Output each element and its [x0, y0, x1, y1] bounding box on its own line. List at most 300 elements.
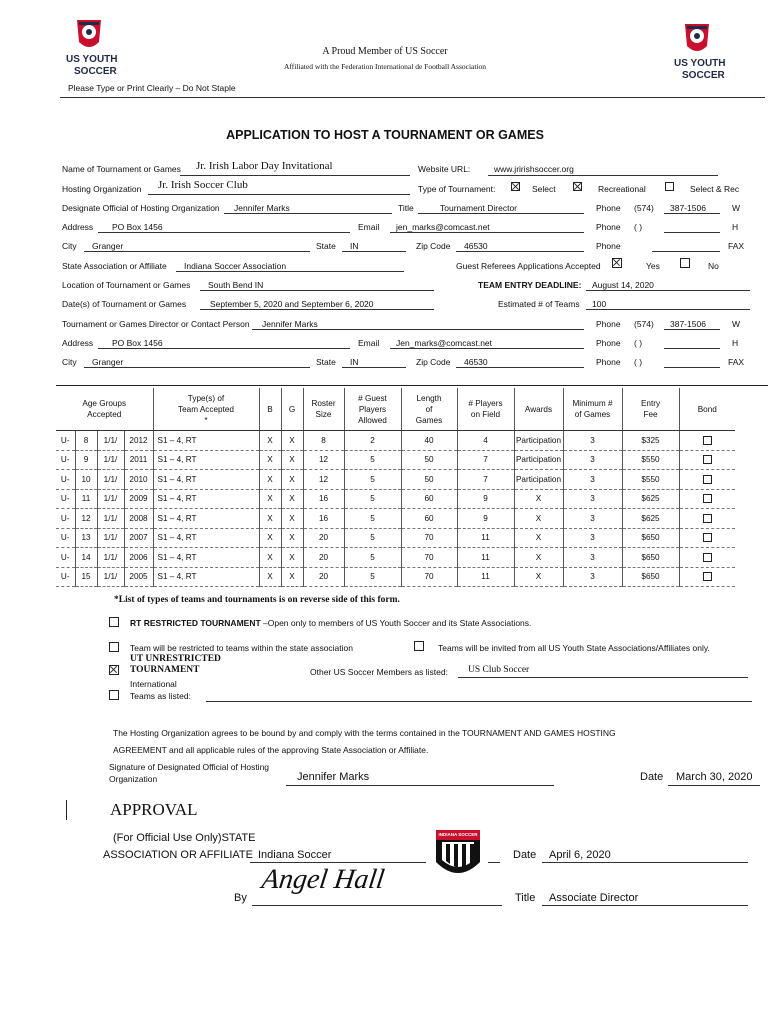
length-cell[interactable]: 70: [401, 567, 457, 587]
guest-ref-no-checkbox[interactable]: [680, 258, 690, 268]
girls-cell[interactable]: X: [281, 567, 303, 587]
approval-title-label: Title: [515, 892, 536, 904]
team-type-cell[interactable]: S1 – 4, RT: [153, 509, 259, 529]
date-cell[interactable]: 1/1/: [97, 548, 124, 568]
location-line: [200, 290, 434, 291]
director-phone-area-3: ( ): [634, 357, 643, 367]
deadline-field[interactable]: August 14, 2020: [592, 280, 654, 290]
min-games-cell[interactable]: 3: [563, 528, 622, 548]
players-field-cell[interactable]: 7: [457, 450, 514, 470]
length-cell[interactable]: 70: [401, 528, 457, 548]
players-field-cell[interactable]: 11: [457, 567, 514, 587]
designate-line: [224, 213, 392, 214]
header-divider: [60, 97, 765, 98]
phone-line-2: [664, 232, 720, 233]
director-phone-field[interactable]: 387-1506: [670, 319, 706, 329]
bond-checkbox[interactable]: [703, 533, 712, 542]
players-field-cell[interactable]: 7: [457, 470, 514, 490]
director-label: Tournament or Games Director or Contact Person: [62, 319, 250, 329]
other-members-field[interactable]: US Club Soccer: [468, 665, 530, 675]
players-field-cell[interactable]: 9: [457, 489, 514, 509]
designate-label: Designate Official of Hosting Organization: [62, 203, 220, 213]
length-cell[interactable]: 50: [401, 470, 457, 490]
age-cell[interactable]: 11: [75, 489, 97, 509]
date-cell[interactable]: 1/1/: [97, 450, 124, 470]
international-checkbox[interactable]: [109, 690, 119, 700]
table-body: [56, 431, 769, 587]
guest-ref-yes-label: Yes: [646, 261, 660, 271]
signature-label-1: Signature of Designated Official of Hosting: [109, 762, 270, 772]
guest-ref-label: Guest Referees Applications Accepted: [456, 261, 601, 271]
entry-fee-cell[interactable]: $625: [622, 489, 679, 509]
city-line: [84, 251, 310, 252]
guest-players-cell[interactable]: 5: [344, 567, 401, 587]
table-row: [56, 470, 769, 490]
director-zip-line: [456, 367, 584, 368]
city-label: City: [62, 241, 77, 251]
type-recreational-label: Recreational: [598, 184, 646, 194]
roster-cell[interactable]: 12: [303, 470, 344, 490]
approval-title: APPROVAL: [110, 800, 198, 819]
guest-players-cell[interactable]: 2: [344, 431, 401, 451]
bond-cell: [679, 567, 735, 587]
hosting-org-label: Hosting Organization: [62, 184, 142, 194]
year-cell[interactable]: 2007: [124, 528, 153, 548]
dates-field[interactable]: September 5, 2020 and September 6, 2020: [210, 299, 374, 309]
by-line: [252, 905, 502, 906]
phone-area: (574): [634, 203, 654, 213]
instructions-text: Please Type or Print Clearly – Do Not Staple: [68, 83, 236, 93]
boys-cell[interactable]: X: [259, 431, 281, 451]
date-cell[interactable]: 1/1/: [97, 509, 124, 529]
handwritten-signature[interactable]: Angel Hall: [259, 864, 387, 895]
year-cell[interactable]: 2005: [124, 567, 153, 587]
awards-cell[interactable]: X: [514, 548, 563, 568]
bond-cell: [679, 509, 735, 529]
date-cell[interactable]: 1/1/: [97, 470, 124, 490]
page-title: APPLICATION TO HOST A TOURNAMENT OR GAMES: [226, 128, 544, 142]
table-row: [56, 509, 769, 529]
boys-cell[interactable]: X: [259, 567, 281, 587]
approval-title-line: [542, 905, 748, 906]
type-select-checkbox[interactable]: [511, 182, 520, 191]
table-header-row: [56, 388, 769, 431]
zip-field[interactable]: 46530: [464, 241, 488, 251]
header-roster-size: Roster Size: [303, 388, 344, 431]
invited-all-checkbox[interactable]: [414, 641, 424, 651]
min-games-cell[interactable]: 3: [563, 489, 622, 509]
guest-players-cell[interactable]: 5: [344, 489, 401, 509]
phone-type-w: W: [732, 203, 741, 213]
deadline-label: TEAM ENTRY DEADLINE:: [478, 280, 582, 290]
logo-text-top: US YOUTH: [66, 54, 118, 65]
phone-area-2: ( ): [634, 222, 643, 232]
girls-cell[interactable]: X: [281, 470, 303, 490]
phone-label-3: Phone: [596, 241, 621, 251]
signature-field[interactable]: Jennifer Marks: [297, 771, 370, 783]
zip-label: Zip Code: [416, 241, 451, 251]
ut-unrestricted-label: UT UNRESTRICTED: [130, 654, 221, 664]
guest-players-cell[interactable]: 5: [344, 509, 401, 529]
state-assoc-line: [176, 271, 404, 272]
entry-fee-cell[interactable]: $625: [622, 509, 679, 529]
type-select-rec-label: Select & Rec: [690, 184, 740, 194]
director-field[interactable]: Jennifer Marks: [262, 319, 318, 329]
guest-ref-no-label: No: [708, 261, 719, 271]
director-city-line: [84, 367, 310, 368]
title-label: Title: [398, 203, 414, 213]
bond-checkbox[interactable]: [703, 514, 712, 523]
tournament-type-label: Type of Tournament:: [418, 184, 496, 194]
state-field[interactable]: IN: [350, 241, 359, 251]
address-line: [98, 232, 350, 233]
table-row: [56, 431, 769, 451]
awards-cell[interactable]: X: [514, 489, 563, 509]
location-field[interactable]: South Bend IN: [208, 280, 264, 290]
director-address-line: [98, 348, 350, 349]
boys-cell[interactable]: X: [259, 450, 281, 470]
international-label: International: [130, 679, 177, 689]
girls-cell[interactable]: X: [281, 489, 303, 509]
signature-label-2: Organization: [109, 774, 158, 784]
header-boys: B: [259, 388, 281, 431]
restricted-within-checkbox[interactable]: [109, 642, 119, 652]
address-field[interactable]: PO Box 1456: [112, 222, 163, 232]
fax-label: FAX: [728, 241, 745, 251]
length-cell[interactable]: 60: [401, 489, 457, 509]
header-bond: Bond: [679, 388, 735, 431]
official-use-line1: (For Official Use Only)STATE: [113, 832, 256, 844]
players-field-cell[interactable]: 9: [457, 509, 514, 529]
year-cell[interactable]: 2006: [124, 548, 153, 568]
min-games-cell[interactable]: 3: [563, 450, 622, 470]
state-assoc-field[interactable]: Indiana Soccer Association: [184, 261, 287, 271]
awards-cell[interactable]: X: [514, 509, 563, 529]
age-prefix-cell: U-: [56, 431, 75, 451]
table-row: [56, 450, 769, 470]
other-members-label: Other US Soccer Members as listed:: [310, 667, 448, 677]
min-games-cell[interactable]: 3: [563, 431, 622, 451]
dates-line: [200, 309, 434, 310]
players-field-cell[interactable]: 11: [457, 548, 514, 568]
header-length-games: Length of Games: [401, 388, 457, 431]
director-fax-label: FAX: [728, 357, 745, 367]
bond-cell: [679, 431, 735, 451]
awards-cell[interactable]: Participation: [514, 450, 563, 470]
girls-cell[interactable]: X: [281, 528, 303, 548]
phone-field[interactable]: 387-1506: [670, 203, 706, 213]
title-field[interactable]: Tournament Director: [440, 203, 518, 213]
director-email-line: [390, 348, 584, 349]
girls-cell[interactable]: X: [281, 431, 303, 451]
year-cell[interactable]: 2010: [124, 470, 153, 490]
official-use-line2: ASSOCIATION OR AFFILIATE: [103, 849, 253, 861]
age-cell[interactable]: 12: [75, 509, 97, 529]
length-cell[interactable]: 70: [401, 548, 457, 568]
year-cell[interactable]: 2008: [124, 509, 153, 529]
table-top-border: [56, 385, 768, 386]
approval-margin-bar: [66, 800, 67, 820]
director-line: [252, 329, 584, 330]
age-cell[interactable]: 8: [75, 431, 97, 451]
roster-cell[interactable]: 12: [303, 450, 344, 470]
bond-checkbox[interactable]: [703, 572, 712, 581]
min-games-cell[interactable]: 3: [563, 567, 622, 587]
phone-label-2: Phone: [596, 222, 621, 232]
approval-short-line: [488, 862, 500, 863]
director-fax-line: [664, 367, 720, 368]
boys-cell[interactable]: X: [259, 528, 281, 548]
bond-cell: [679, 528, 735, 548]
roster-cell[interactable]: 16: [303, 509, 344, 529]
signature-date-field[interactable]: March 30, 2020: [676, 771, 753, 783]
director-phone-area: (574): [634, 319, 654, 329]
director-phone-area-2: ( ): [634, 338, 643, 348]
phone-line: [664, 213, 720, 214]
age-prefix-cell: U-: [56, 567, 75, 587]
header-awards: Awards: [514, 388, 563, 431]
director-address-field[interactable]: PO Box 1456: [112, 338, 163, 348]
director-city-field[interactable]: Granger: [92, 357, 124, 367]
list-types-note: *List of types of teams and tournaments is on reverse side of this form.: [114, 595, 400, 605]
min-games-cell[interactable]: 3: [563, 470, 622, 490]
length-cell[interactable]: 50: [401, 450, 457, 470]
bond-checkbox[interactable]: [703, 494, 712, 503]
director-phone-label: Phone: [596, 319, 621, 329]
fax-line: [652, 251, 720, 252]
website-line: [488, 175, 718, 176]
age-cell[interactable]: 13: [75, 528, 97, 548]
bond-cell: [679, 548, 735, 568]
header-girls: G: [281, 388, 303, 431]
roster-cell[interactable]: 20: [303, 548, 344, 568]
tournament-name-line: [180, 175, 410, 176]
min-games-cell[interactable]: 3: [563, 509, 622, 529]
age-prefix-cell: U-: [56, 470, 75, 490]
girls-cell[interactable]: X: [281, 548, 303, 568]
website-field[interactable]: www.jririshsoccer.org: [494, 164, 574, 174]
team-type-cell[interactable]: S1 – 4, RT: [153, 567, 259, 587]
team-type-cell[interactable]: S1 – 4, RT: [153, 528, 259, 548]
approval-date-label: Date: [513, 849, 537, 861]
length-cell[interactable]: 40: [401, 431, 457, 451]
entry-fee-cell[interactable]: $550: [622, 450, 679, 470]
director-state-line: [342, 367, 406, 368]
phone-type-h: H: [732, 222, 739, 232]
hosting-org-line: [148, 194, 410, 195]
state-line: [342, 251, 406, 252]
approval-date-line: [542, 862, 748, 863]
boys-cell[interactable]: X: [259, 548, 281, 568]
director-phone-label-2: Phone: [596, 338, 621, 348]
boys-cell[interactable]: X: [259, 489, 281, 509]
type-select-label: Select: [532, 184, 556, 194]
director-phone-label-3: Phone: [596, 357, 621, 367]
director-state-label: State: [316, 357, 336, 367]
rt-restricted-bold: RT RESTRICTED TOURNAMENT: [130, 618, 261, 628]
date-cell[interactable]: 1/1/: [97, 489, 124, 509]
guest-ref-yes-checkbox[interactable]: [612, 258, 622, 268]
bond-checkbox[interactable]: [703, 436, 712, 445]
bond-cell: [679, 450, 735, 470]
phone-label: Phone: [596, 203, 621, 213]
state-assoc-label: State Association or Affiliate: [62, 261, 167, 271]
seal-text: INDIANA SOCCER: [438, 832, 478, 837]
bond-cell: [679, 489, 735, 509]
email-label: Email: [358, 222, 380, 232]
other-members-line: [458, 677, 748, 678]
state-label: State: [316, 241, 336, 251]
dates-label: Date(s) of Tournament or Games: [62, 299, 187, 309]
bond-checkbox[interactable]: [703, 553, 712, 562]
age-prefix-cell: U-: [56, 450, 75, 470]
approval-title-field[interactable]: Associate Director: [549, 892, 639, 904]
rt-restricted-text: –Open only to members of US Youth Soccer and its State Associations.: [260, 618, 532, 628]
restricted-within-label: Team will be restricted to teams within the state association: [130, 643, 353, 653]
director-phone-line-2: [664, 348, 720, 349]
table-row: [56, 567, 769, 587]
logo-text-top: US YOUTH: [674, 58, 726, 69]
min-games-cell[interactable]: 3: [563, 548, 622, 568]
age-prefix-cell: U-: [56, 548, 75, 568]
invited-all-label: Teams will be invited from all US Youth State Associations/Affiliates only.: [438, 643, 710, 653]
roster-cell[interactable]: 8: [303, 431, 344, 451]
bond-cell: [679, 470, 735, 490]
guest-players-cell[interactable]: 5: [344, 450, 401, 470]
type-recreational-checkbox[interactable]: [573, 182, 582, 191]
director-address-label: Address: [62, 338, 94, 348]
awards-cell[interactable]: Participation: [514, 431, 563, 451]
email-field[interactable]: jen_marks@comcast.net: [396, 222, 490, 232]
type-select-rec-checkbox[interactable]: [665, 182, 674, 191]
approval-assoc-field[interactable]: Indiana Soccer: [258, 849, 332, 861]
estimated-teams-field[interactable]: 100: [592, 299, 607, 309]
header-team-types: Type(s) of Team Accepted *: [153, 388, 259, 431]
logo-text-bottom: SOCCER: [682, 70, 725, 81]
guest-players-cell[interactable]: 5: [344, 528, 401, 548]
agreement-text-2: AGREEMENT and all applicable rules of the approving State Association or Affiliate.: [113, 745, 429, 755]
date-cell[interactable]: 1/1/: [97, 431, 124, 451]
deadline-line: [586, 290, 750, 291]
director-state-field[interactable]: IN: [350, 357, 359, 367]
signature-date-line: [668, 785, 760, 786]
team-type-cell[interactable]: S1 – 4, RT: [153, 470, 259, 490]
ut-tournament-label: TOURNAMENT: [130, 665, 200, 675]
year-cell[interactable]: 2009: [124, 489, 153, 509]
rt-restricted-label: [130, 618, 531, 628]
length-cell[interactable]: 60: [401, 509, 457, 529]
header-entry-fee: Entry Fee: [622, 388, 679, 431]
website-label: Website URL:: [418, 164, 471, 174]
roster-cell[interactable]: 20: [303, 528, 344, 548]
awards-cell[interactable]: X: [514, 528, 563, 548]
age-cell[interactable]: 14: [75, 548, 97, 568]
header-players-field: # Players on Field: [457, 388, 514, 431]
year-cell[interactable]: 2012: [124, 431, 153, 451]
age-prefix-cell: U-: [56, 489, 75, 509]
table-row: [56, 548, 769, 568]
email-line: [390, 232, 584, 233]
affiliated-text: Affiliated with the Federation International de Football Association: [283, 62, 487, 71]
teams-listed-label: Teams as listed:: [130, 691, 191, 701]
director-email-label: Email: [358, 338, 380, 348]
hosting-org-field[interactable]: Jr. Irish Soccer Club: [158, 179, 248, 191]
players-field-cell[interactable]: 11: [457, 528, 514, 548]
tournament-name-field[interactable]: Jr. Irish Labor Day Invitational: [196, 160, 333, 172]
roster-cell[interactable]: 16: [303, 489, 344, 509]
awards-cell[interactable]: X: [514, 567, 563, 587]
estimated-teams-label: Estimated # of Teams: [498, 299, 580, 309]
age-prefix-cell: U-: [56, 528, 75, 548]
age-cell[interactable]: 9: [75, 450, 97, 470]
table-row: [56, 528, 769, 548]
logo-text-bottom: SOCCER: [74, 66, 117, 77]
players-field-cell[interactable]: 4: [457, 431, 514, 451]
director-phone-h: H: [732, 338, 739, 348]
entry-fee-cell[interactable]: $650: [622, 528, 679, 548]
guest-players-cell[interactable]: 5: [344, 548, 401, 568]
designate-field[interactable]: Jennifer Marks: [234, 203, 290, 213]
title-line: [418, 213, 584, 214]
roster-cell[interactable]: 20: [303, 567, 344, 587]
bond-checkbox[interactable]: [703, 475, 712, 484]
guest-players-cell[interactable]: 5: [344, 470, 401, 490]
age-cell[interactable]: 15: [75, 567, 97, 587]
director-city-label: City: [62, 357, 77, 367]
entry-fee-cell[interactable]: $650: [622, 548, 679, 568]
entry-fee-cell[interactable]: $650: [622, 567, 679, 587]
header-guest-players: # Guest Players Allowed: [344, 388, 401, 431]
approval-date-field[interactable]: April 6, 2020: [549, 849, 611, 861]
teams-listed-line: [206, 701, 752, 702]
boys-cell[interactable]: X: [259, 509, 281, 529]
director-phone-line: [664, 329, 720, 330]
age-groups-table: [56, 388, 769, 587]
director-email-field[interactable]: Jen_marks@comcast.net: [396, 338, 493, 348]
date-cell[interactable]: 1/1/: [97, 528, 124, 548]
address-label: Address: [62, 222, 94, 232]
team-type-cell[interactable]: S1 – 4, RT: [153, 548, 259, 568]
age-prefix-cell: U-: [56, 509, 75, 529]
date-cell[interactable]: 1/1/: [97, 567, 124, 587]
age-cell[interactable]: 10: [75, 470, 97, 490]
director-zip-field[interactable]: 46530: [464, 357, 488, 367]
city-field[interactable]: Granger: [92, 241, 124, 251]
team-type-cell[interactable]: S1 – 4, RT: [153, 431, 259, 451]
girls-cell[interactable]: X: [281, 509, 303, 529]
rt-restricted-checkbox[interactable]: [109, 617, 119, 627]
signature-line: [286, 785, 554, 786]
bond-checkbox[interactable]: [703, 455, 712, 464]
zip-line: [456, 251, 584, 252]
estimated-teams-line: [586, 309, 750, 310]
ut-unrestricted-checkbox[interactable]: [109, 665, 119, 675]
entry-fee-cell[interactable]: $550: [622, 470, 679, 490]
team-type-cell[interactable]: S1 – 4, RT: [153, 489, 259, 509]
by-label: By: [234, 892, 247, 904]
awards-cell[interactable]: Participation: [514, 470, 563, 490]
year-cell[interactable]: 2011: [124, 450, 153, 470]
entry-fee-cell[interactable]: $325: [622, 431, 679, 451]
approval-assoc-line: [250, 862, 426, 863]
team-type-cell[interactable]: S1 – 4, RT: [153, 450, 259, 470]
girls-cell[interactable]: X: [281, 450, 303, 470]
header-min-games: Minimum # of Games: [563, 388, 622, 431]
tournament-name-label: Name of Tournament or Games: [62, 164, 181, 174]
director-phone-w: W: [732, 319, 741, 329]
boys-cell[interactable]: X: [259, 470, 281, 490]
indiana-soccer-seal: [432, 826, 484, 884]
